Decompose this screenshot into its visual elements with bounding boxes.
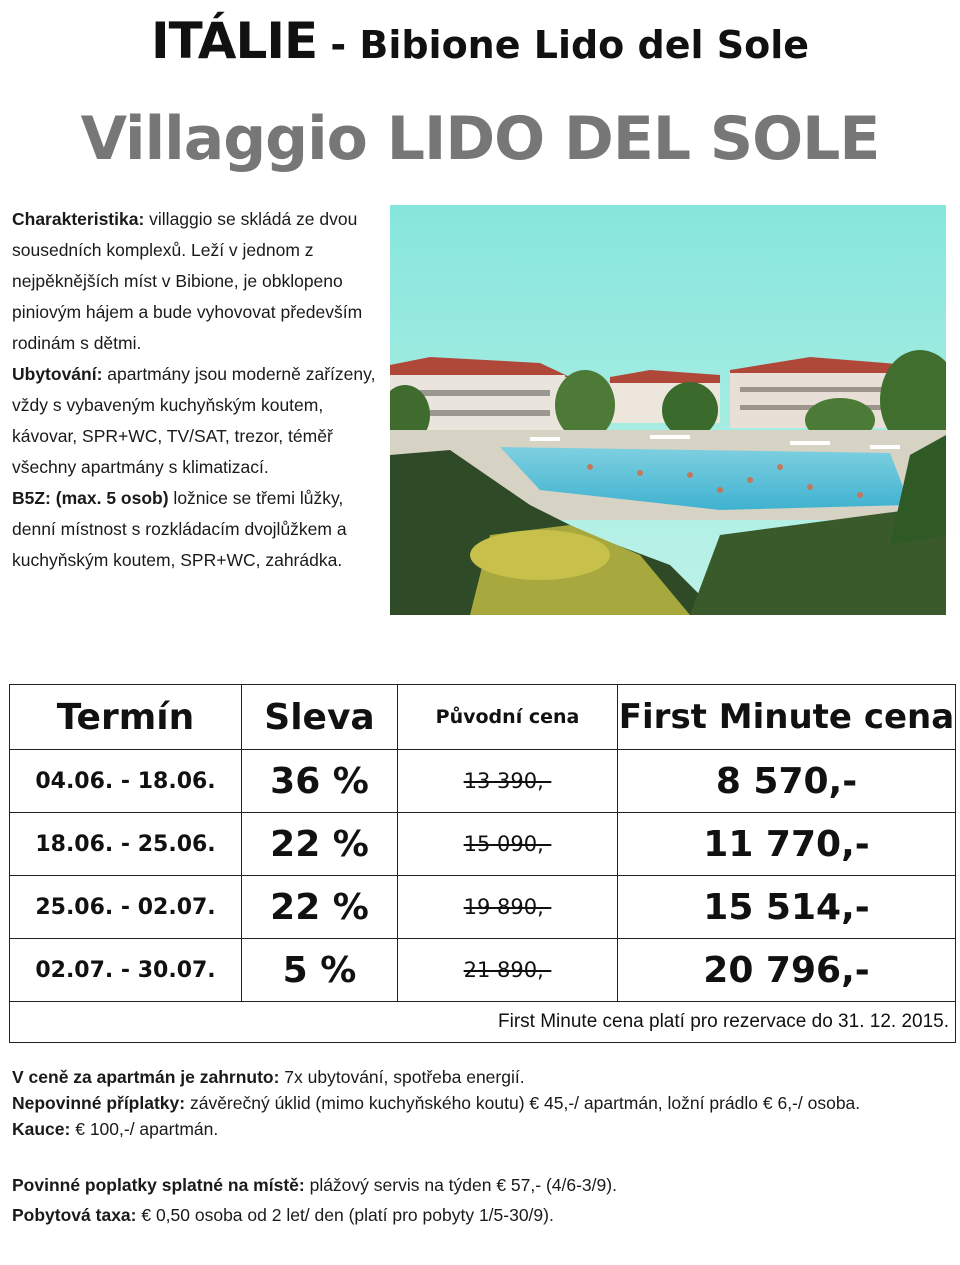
deposit-line <box>12 1116 942 1142</box>
footer-block <box>12 1064 942 1228</box>
first-minute-note: First Minute cena platí pro rezervace do 31. 12. 2015. <box>10 1002 956 1043</box>
table-note-row <box>10 1002 956 1043</box>
accommodation-text: apartmány jsou moderně zařízeny, vždy s vybaveným kuchyňským koutem, kávovar, SPR+WC, TV/SAT, trezor, téměř všechny apartmány s klimatizací. <box>12 364 376 477</box>
cell-discount: 22 % <box>242 876 398 939</box>
accommodation-label: Ubytování: <box>12 364 103 384</box>
optional-line <box>12 1090 942 1116</box>
cell-term: 25.06. - 02.07. <box>10 876 242 939</box>
b5z-label: B5Z: (max. 5 osob) <box>12 488 169 508</box>
mandatory-text: plážový servis na týden € 57,- (4/6-3/9). <box>304 1175 617 1195</box>
tax-text: € 0,50 osoba od 2 let/ den (platí pro pobyty 1/5-30/9). <box>136 1205 554 1225</box>
cell-discount: 5 % <box>242 939 398 1002</box>
page-title <box>0 12 960 70</box>
tax-label: Pobytová taxa: <box>12 1205 137 1225</box>
deposit-label: Kauce: <box>12 1119 71 1139</box>
characteristics-text: villaggio se skládá ze dvou sousedních komplexů. Leží v jednom z nejpěknějších míst v Bibione, je obklopeno piniovým hájem a bude vyhovovat především rodinám s dětmi. <box>12 209 363 353</box>
cell-original-price: 15 090,- <box>398 813 618 876</box>
resort-title: Villaggio LIDO DEL SOLE <box>80 104 880 174</box>
mandatory-line <box>12 1172 942 1198</box>
table-row <box>10 750 956 813</box>
included-line <box>12 1064 942 1090</box>
cell-term: 02.07. - 30.07. <box>10 939 242 1002</box>
country-title: ITÁLIE <box>150 12 318 70</box>
mandatory-label: Povinné poplatky splatné na místě: <box>12 1175 305 1195</box>
header-term: Termín <box>10 685 242 750</box>
cell-original-price: 21 890,- <box>398 939 618 1002</box>
cell-original-price: 19 890,- <box>398 876 618 939</box>
header-discount: Sleva <box>242 685 398 750</box>
cell-first-minute-price: 8 570,- <box>618 750 956 813</box>
cell-term: 04.06. - 18.06. <box>10 750 242 813</box>
b5z-text: ložnice se třemi lůžky, denní místnost s rozkládacím dvojlůžkem a kuchyňským koutem, SPR+WC, zahrádka. <box>12 488 347 570</box>
location-title: - Bibione Lido del Sole <box>317 23 810 67</box>
included-text: 7x ubytování, spotřeba energií. <box>279 1067 525 1087</box>
cell-discount: 22 % <box>242 813 398 876</box>
table-row <box>10 939 956 1002</box>
resort-photo <box>390 205 946 615</box>
header-first-minute-price: First Minute cena <box>618 685 956 750</box>
table-row <box>10 876 956 939</box>
table-row <box>10 813 956 876</box>
cell-first-minute-price: 20 796,- <box>618 939 956 1002</box>
characteristics-label: Charakteristika: <box>12 209 145 229</box>
cell-term: 18.06. - 25.06. <box>10 813 242 876</box>
optional-text: závěrečný úklid (mimo kuchyňského koutu) € 45,-/ apartmán, ložní prádlo € 6,-/ osoba. <box>185 1093 861 1113</box>
spacer <box>12 1142 942 1168</box>
cell-first-minute-price: 15 514,- <box>618 876 956 939</box>
tax-line <box>12 1202 942 1228</box>
description-block <box>12 204 380 576</box>
cell-original-price: 13 390,- <box>398 750 618 813</box>
resort-pool-image <box>390 205 946 615</box>
price-table <box>9 684 956 1043</box>
table-header-row <box>10 685 956 750</box>
included-label: V ceně za apartmán je zahrnuto: <box>12 1067 280 1087</box>
header-original-price: Původní cena <box>398 685 618 750</box>
cell-discount: 36 % <box>242 750 398 813</box>
optional-label: Nepovinné příplatky: <box>12 1093 186 1113</box>
cell-first-minute-price: 11 770,- <box>618 813 956 876</box>
deposit-text: € 100,-/ apartmán. <box>70 1119 219 1139</box>
